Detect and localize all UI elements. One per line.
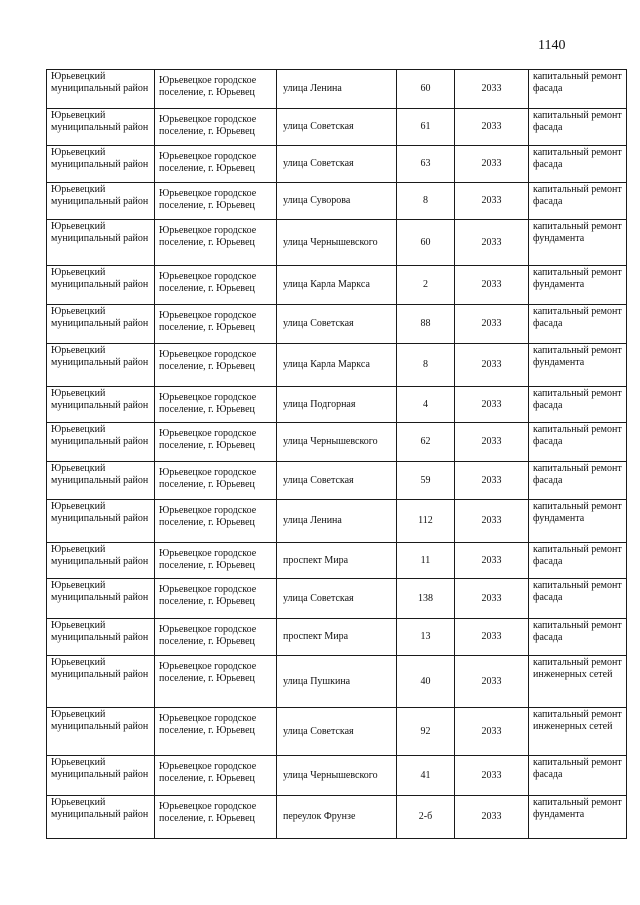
table-row xyxy=(47,756,627,796)
district-cell: Юрьевецкий муниципальный район xyxy=(47,305,155,344)
settlement-cell: Юрьевецкое городское поселение, г. Юрьевец xyxy=(155,462,277,500)
page-number: 1140 xyxy=(538,38,566,53)
table-row xyxy=(47,619,627,656)
street-cell: улица Чернышевского xyxy=(277,756,397,796)
house-number-cell: 92 xyxy=(397,708,455,756)
table-row xyxy=(47,708,627,756)
settlement-cell: Юрьевецкое городское поселение, г. Юрьевец xyxy=(155,344,277,387)
house-number-cell: 59 xyxy=(397,462,455,500)
house-number-cell: 2 xyxy=(397,266,455,305)
work-type-cell: капитальный ремонт фасада xyxy=(529,619,627,656)
year-cell: 2033 xyxy=(455,305,529,344)
year-cell: 2033 xyxy=(455,266,529,305)
street-cell: улица Советская xyxy=(277,305,397,344)
work-type-cell: капитальный ремонт фасада xyxy=(529,146,627,183)
district-cell: Юрьевецкий муниципальный район xyxy=(47,220,155,266)
year-cell: 2033 xyxy=(455,146,529,183)
district-cell: Юрьевецкий муниципальный район xyxy=(47,344,155,387)
table-row xyxy=(47,305,627,344)
work-type-cell: капитальный ремонт фасада xyxy=(529,579,627,619)
settlement-cell: Юрьевецкое городское поселение, г. Юрьевец xyxy=(155,220,277,266)
repair-schedule-table xyxy=(46,69,627,839)
table-row xyxy=(47,146,627,183)
work-type-cell: капитальный ремонт фасада xyxy=(529,183,627,220)
work-type-cell: капитальный ремонт фасада xyxy=(529,423,627,462)
district-cell: Юрьевецкий муниципальный район xyxy=(47,266,155,305)
year-cell: 2033 xyxy=(455,423,529,462)
house-number-cell: 60 xyxy=(397,70,455,109)
street-cell: улица Ленина xyxy=(277,500,397,543)
year-cell: 2033 xyxy=(455,756,529,796)
settlement-cell: Юрьевецкое городское поселение, г. Юрьевец xyxy=(155,146,277,183)
settlement-cell: Юрьевецкое городское поселение, г. Юрьевец xyxy=(155,70,277,109)
house-number-cell: 41 xyxy=(397,756,455,796)
table-row xyxy=(47,70,627,109)
year-cell: 2033 xyxy=(455,579,529,619)
work-type-cell: капитальный ремонт инженерных сетей xyxy=(529,656,627,708)
table-body xyxy=(47,70,627,839)
street-cell: улица Советская xyxy=(277,579,397,619)
table-row xyxy=(47,423,627,462)
table-row xyxy=(47,220,627,266)
district-cell: Юрьевецкий муниципальный район xyxy=(47,500,155,543)
table-row xyxy=(47,796,627,839)
table-row xyxy=(47,543,627,579)
house-number-cell: 2-б xyxy=(397,796,455,839)
table-row xyxy=(47,387,627,423)
district-cell: Юрьевецкий муниципальный район xyxy=(47,656,155,708)
work-type-cell: капитальный ремонт фасада xyxy=(529,462,627,500)
street-cell: улица Подгорная xyxy=(277,387,397,423)
district-cell: Юрьевецкий муниципальный район xyxy=(47,619,155,656)
settlement-cell: Юрьевецкое городское поселение, г. Юрьевец xyxy=(155,109,277,146)
street-cell: улица Чернышевского xyxy=(277,220,397,266)
street-cell: улица Советская xyxy=(277,109,397,146)
work-type-cell: капитальный ремонт фасада xyxy=(529,305,627,344)
house-number-cell: 88 xyxy=(397,305,455,344)
work-type-cell: капитальный ремонт фундамента xyxy=(529,220,627,266)
table-row xyxy=(47,462,627,500)
year-cell: 2033 xyxy=(455,387,529,423)
house-number-cell: 8 xyxy=(397,183,455,220)
house-number-cell: 61 xyxy=(397,109,455,146)
table-row xyxy=(47,183,627,220)
house-number-cell: 13 xyxy=(397,619,455,656)
year-cell: 2033 xyxy=(455,70,529,109)
district-cell: Юрьевецкий муниципальный район xyxy=(47,708,155,756)
work-type-cell: капитальный ремонт фасада xyxy=(529,109,627,146)
year-cell: 2033 xyxy=(455,708,529,756)
year-cell: 2033 xyxy=(455,543,529,579)
work-type-cell: капитальный ремонт фасада xyxy=(529,70,627,109)
year-cell: 2033 xyxy=(455,109,529,146)
house-number-cell: 63 xyxy=(397,146,455,183)
settlement-cell: Юрьевецкое городское поселение, г. Юрьевец xyxy=(155,543,277,579)
work-type-cell: капитальный ремонт фасада xyxy=(529,543,627,579)
settlement-cell: Юрьевецкое городское поселение, г. Юрьевец xyxy=(155,708,277,756)
house-number-cell: 11 xyxy=(397,543,455,579)
work-type-cell: капитальный ремонт фундамента xyxy=(529,796,627,839)
street-cell: улица Советская xyxy=(277,708,397,756)
house-number-cell: 40 xyxy=(397,656,455,708)
house-number-cell: 8 xyxy=(397,344,455,387)
street-cell: проспект Мира xyxy=(277,543,397,579)
settlement-cell: Юрьевецкое городское поселение, г. Юрьевец xyxy=(155,756,277,796)
year-cell: 2033 xyxy=(455,462,529,500)
table-row xyxy=(47,109,627,146)
settlement-cell: Юрьевецкое городское поселение, г. Юрьевец xyxy=(155,619,277,656)
street-cell: улица Пушкина xyxy=(277,656,397,708)
street-cell: проспект Мира xyxy=(277,619,397,656)
district-cell: Юрьевецкий муниципальный район xyxy=(47,70,155,109)
settlement-cell: Юрьевецкое городское поселение, г. Юрьевец xyxy=(155,266,277,305)
settlement-cell: Юрьевецкое городское поселение, г. Юрьевец xyxy=(155,579,277,619)
table-row xyxy=(47,344,627,387)
work-type-cell: капитальный ремонт инженерных сетей xyxy=(529,708,627,756)
settlement-cell: Юрьевецкое городское поселение, г. Юрьевец xyxy=(155,305,277,344)
house-number-cell: 62 xyxy=(397,423,455,462)
year-cell: 2033 xyxy=(455,796,529,839)
year-cell: 2033 xyxy=(455,619,529,656)
table-row xyxy=(47,266,627,305)
district-cell: Юрьевецкий муниципальный район xyxy=(47,579,155,619)
table-row xyxy=(47,500,627,543)
work-type-cell: капитальный ремонт фасада xyxy=(529,387,627,423)
street-cell: улица Советская xyxy=(277,462,397,500)
district-cell: Юрьевецкий муниципальный район xyxy=(47,109,155,146)
work-type-cell: капитальный ремонт фундамента xyxy=(529,344,627,387)
work-type-cell: капитальный ремонт фундамента xyxy=(529,500,627,543)
settlement-cell: Юрьевецкое городское поселение, г. Юрьевец xyxy=(155,387,277,423)
district-cell: Юрьевецкий муниципальный район xyxy=(47,543,155,579)
district-cell: Юрьевецкий муниципальный район xyxy=(47,462,155,500)
year-cell: 2033 xyxy=(455,220,529,266)
work-type-cell: капитальный ремонт фасада xyxy=(529,756,627,796)
settlement-cell: Юрьевецкое городское поселение, г. Юрьевец xyxy=(155,656,277,708)
street-cell: улица Советская xyxy=(277,146,397,183)
year-cell: 2033 xyxy=(455,656,529,708)
settlement-cell: Юрьевецкое городское поселение, г. Юрьевец xyxy=(155,500,277,543)
district-cell: Юрьевецкий муниципальный район xyxy=(47,423,155,462)
house-number-cell: 112 xyxy=(397,500,455,543)
district-cell: Юрьевецкий муниципальный район xyxy=(47,183,155,220)
district-cell: Юрьевецкий муниципальный район xyxy=(47,387,155,423)
settlement-cell: Юрьевецкое городское поселение, г. Юрьевец xyxy=(155,796,277,839)
house-number-cell: 60 xyxy=(397,220,455,266)
district-cell: Юрьевецкий муниципальный район xyxy=(47,756,155,796)
year-cell: 2033 xyxy=(455,344,529,387)
street-cell: переулок Фрунзе xyxy=(277,796,397,839)
street-cell: улица Ленина xyxy=(277,70,397,109)
work-type-cell: капитальный ремонт фундамента xyxy=(529,266,627,305)
street-cell: улица Чернышевского xyxy=(277,423,397,462)
house-number-cell: 138 xyxy=(397,579,455,619)
district-cell: Юрьевецкий муниципальный район xyxy=(47,146,155,183)
settlement-cell: Юрьевецкое городское поселение, г. Юрьевец xyxy=(155,183,277,220)
street-cell: улица Карла Маркса xyxy=(277,266,397,305)
table-row xyxy=(47,579,627,619)
year-cell: 2033 xyxy=(455,500,529,543)
district-cell: Юрьевецкий муниципальный район xyxy=(47,796,155,839)
house-number-cell: 4 xyxy=(397,387,455,423)
street-cell: улица Карла Маркса xyxy=(277,344,397,387)
street-cell: улица Суворова xyxy=(277,183,397,220)
year-cell: 2033 xyxy=(455,183,529,220)
table-row xyxy=(47,656,627,708)
settlement-cell: Юрьевецкое городское поселение, г. Юрьевец xyxy=(155,423,277,462)
